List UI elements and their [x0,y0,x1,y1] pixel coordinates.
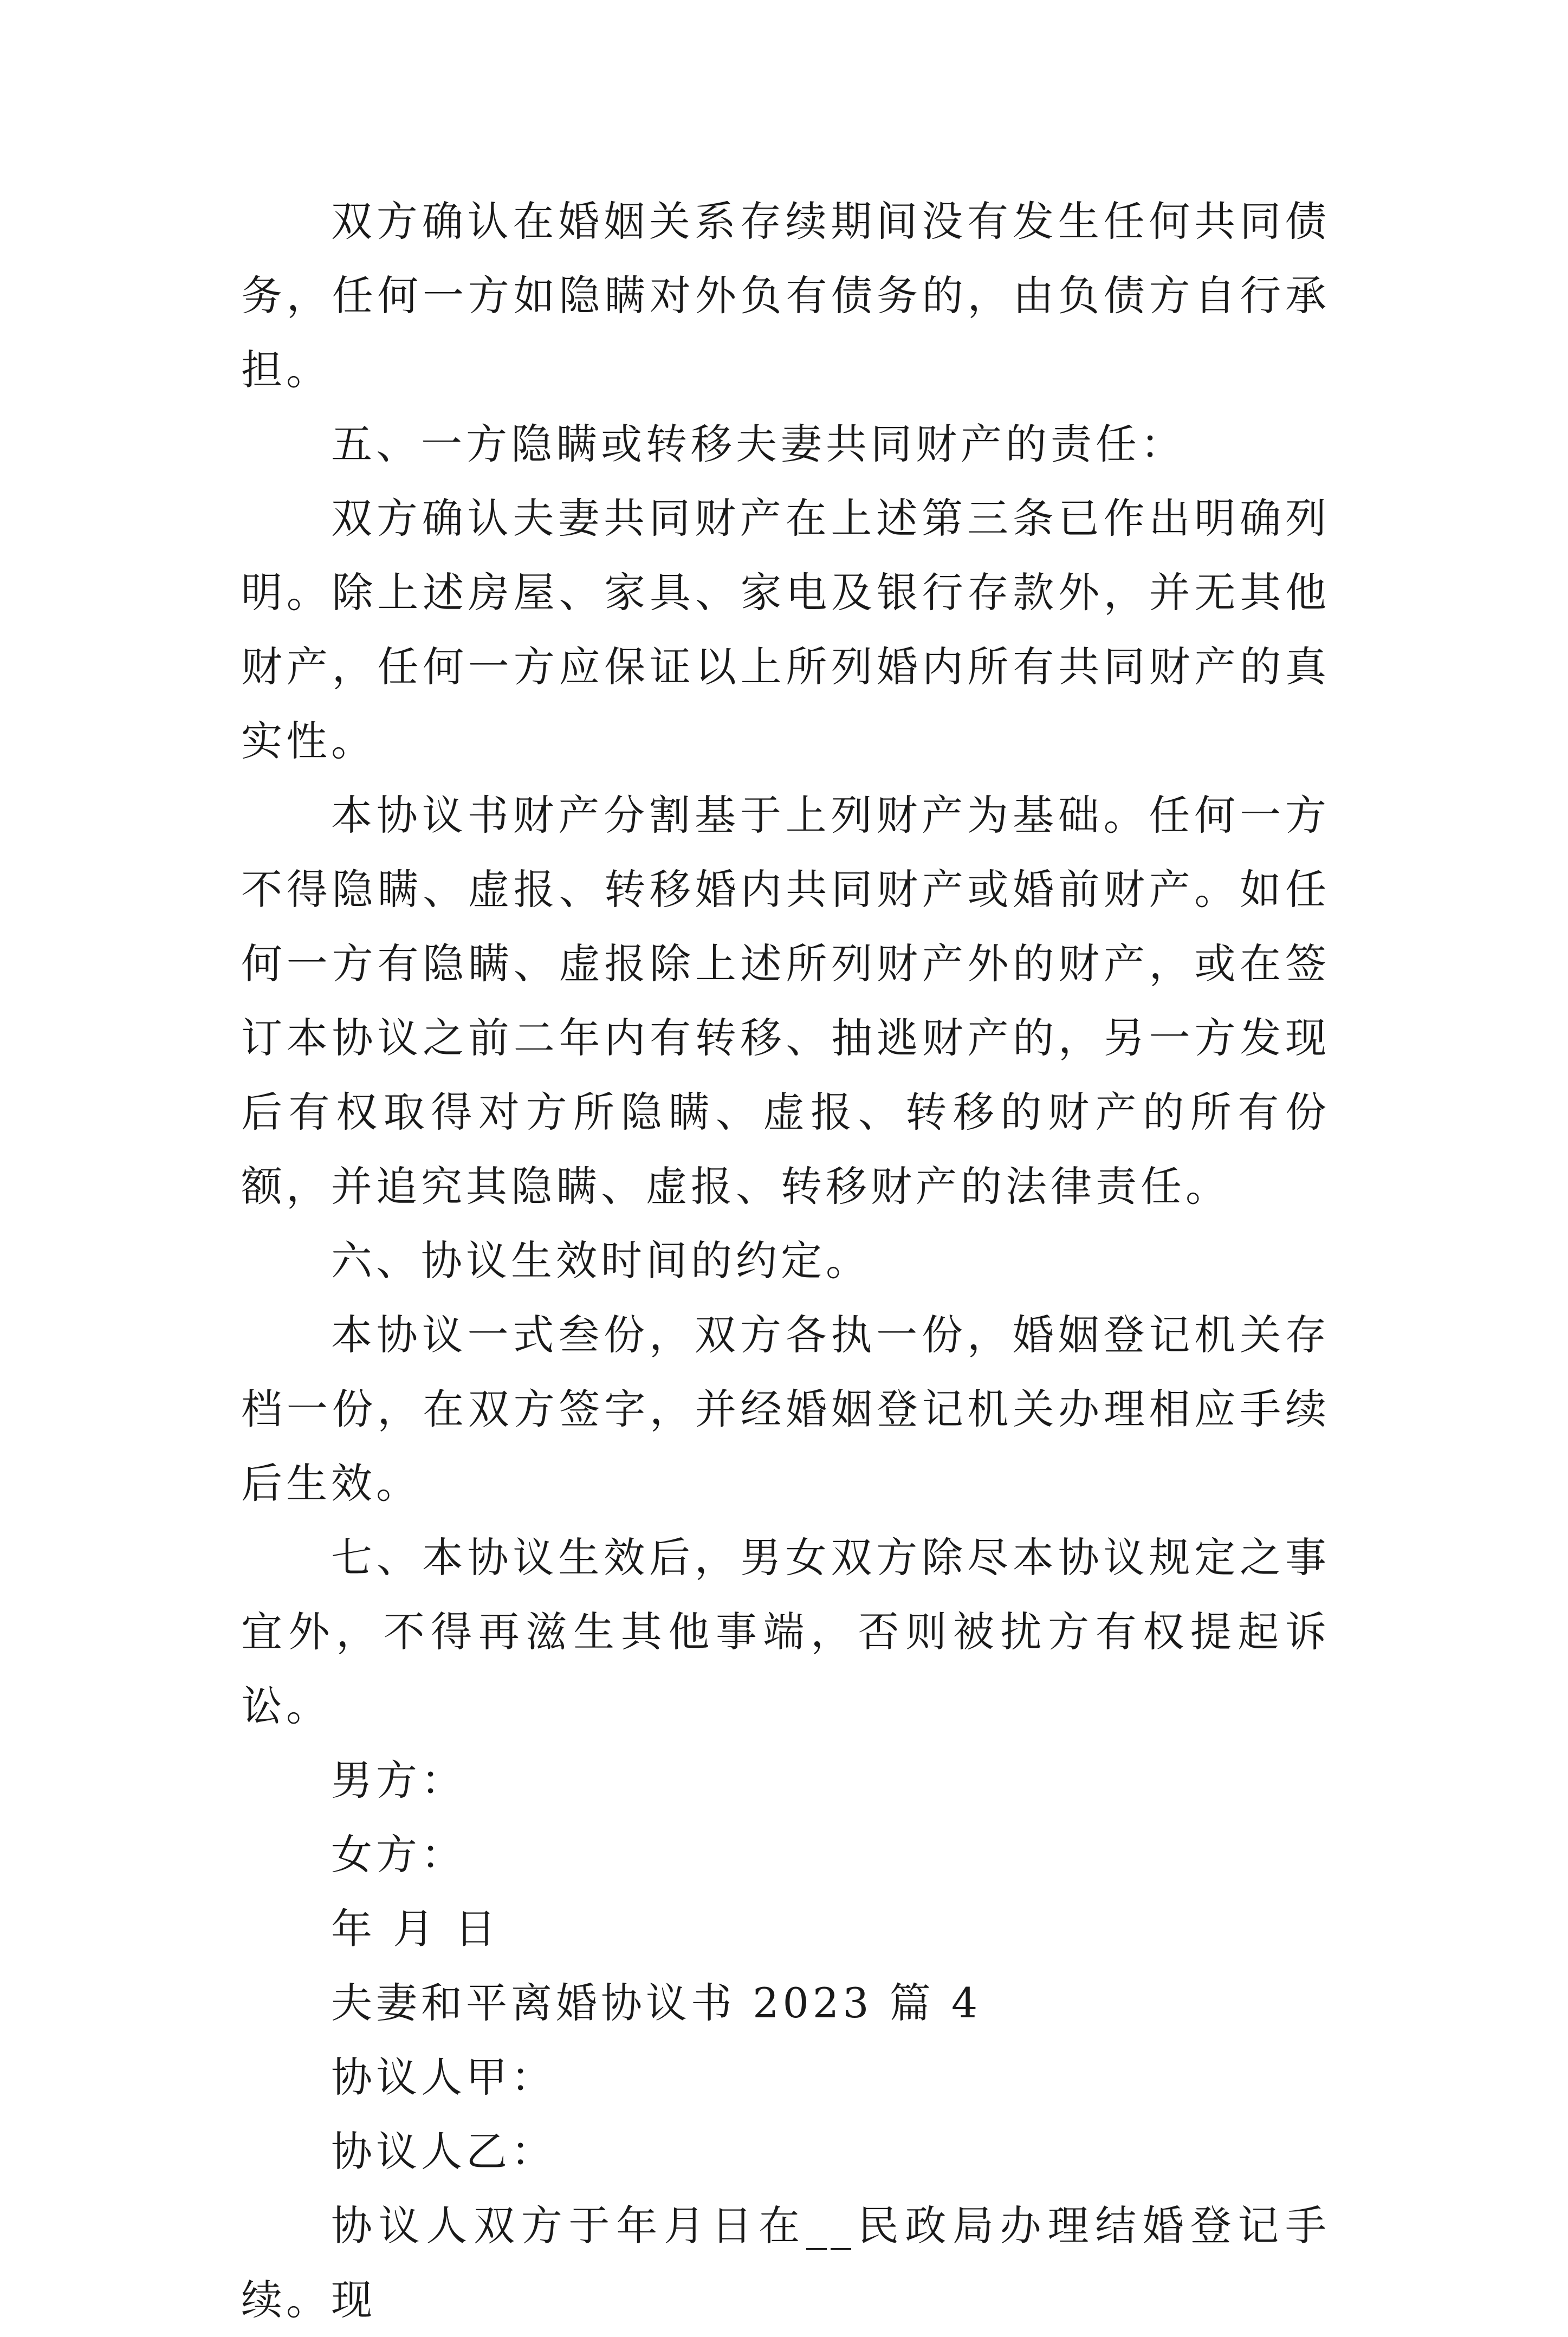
section-heading-five: 五、一方隐瞒或转移夫妻共同财产的责任： [331,420,1185,468]
paragraph-copies: 本协议一式叁份，双方各执一份，婚姻登记机关存档一份，在双方签字，并经婚姻登记机关办理相应手续后生效。 [241,1311,1330,1507]
section-heading-six: 六、协议生效时间的约定。 [331,1237,871,1285]
paragraph-clause-seven: 七、本协议生效后，男女双方除尽本协议规定之事宜外，不得再滋生其他事端，否则被扰方有权提起诉讼。 [241,1533,1330,1730]
document-body [241,184,1330,2337]
signature-male-label: 男方： [331,1756,466,1804]
signature-female-label: 女方： [331,1830,466,1879]
paragraph-property-division: 本协议书财产分割基于上列财产为基础。任何一方不得隐瞒、虚报、转移婚内共同财产或婚前财产。如任何一方有隐瞒、虚报除上述所列财产外的财产，或在签订本协议之前二年内有转移、抽逃财产的，另一方发现后有权取得对方所隐瞒、虚报、转移的财产的所有份额，并追究其隐瞒、虚报、转移财产的法律责任。 [241,791,1330,1210]
section-title: 夫妻和平离婚协议书 2023 篇 4 [331,1979,982,2027]
paragraph-property-confirmation: 双方确认夫妻共同财产在上述第三条已作出明确列明。除上述房屋、家具、家电及银行存款外，并无其他财产，任何一方应保证以上所列婚内所有共同财产的真实性。 [241,494,1330,765]
date-line: 年 月 日 [331,1905,500,1953]
paragraph-debt-confirmation: 双方确认在婚姻关系存续期间没有发生任何共同债务，任何一方如隐瞒对外负有债务的，由负债方自行承担。 [241,197,1330,394]
paragraph-marriage-registration: 协议人双方于年月日在__民政局办理结婚登记手续。现 [241,2202,1330,2324]
party-b-label: 协议人乙： [331,2127,556,2176]
party-a-label: 协议人甲： [331,2053,556,2101]
